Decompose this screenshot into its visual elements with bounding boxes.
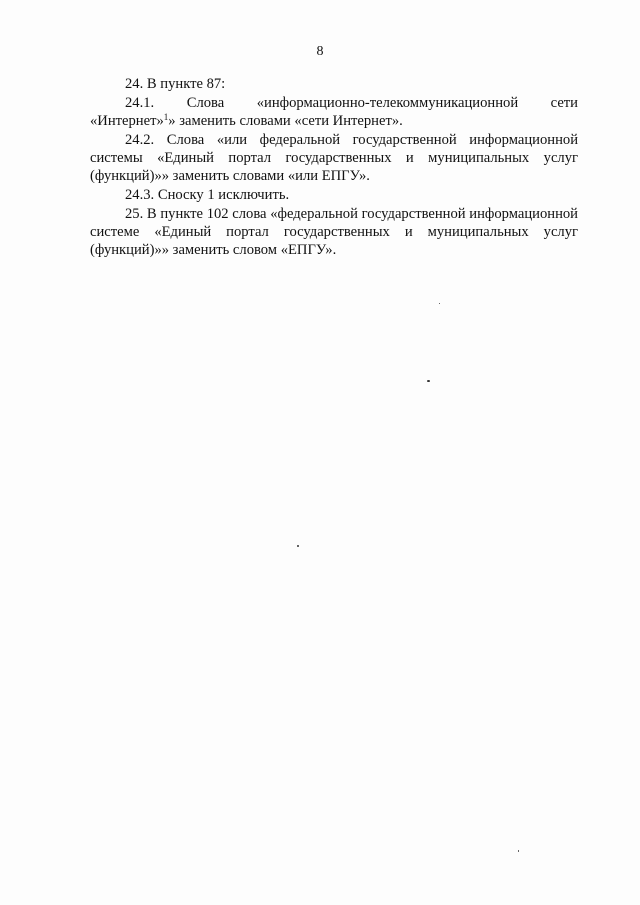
paragraph-24-1	[90, 94, 578, 130]
paragraph-24-3: 24.3. Сноску 1 исключить.	[125, 187, 290, 203]
paragraph-24-1-text-end: » заменить словами «сети Интернет».	[168, 113, 403, 129]
paragraph-24: 24. В пункте 87:	[125, 76, 226, 92]
scan-speck	[518, 850, 519, 852]
scan-speck	[439, 303, 440, 304]
paragraph-25: 25. В пункте 102 слова «федеральной государственной информационной системе «Единый портал государственных и муниципальных услуг (функций)»» заменить словом «ЕПГУ».	[90, 206, 578, 258]
footnote-ref-1: 1	[163, 112, 169, 122]
document-body	[90, 75, 578, 260]
paragraph-24-2: 24.2. Слова «или федеральной государственной информационной системы «Единый портал государственных и муниципальных услуг (функций)»» заменить словами «или ЕПГУ».	[90, 132, 578, 184]
paragraph-24-1-text-start: 24.1. Слова «информационно-телекоммуникационной сети «Интернет»	[90, 95, 578, 129]
scan-speck	[297, 545, 299, 547]
page-number: 8	[316, 44, 324, 59]
scan-speck	[427, 380, 430, 382]
